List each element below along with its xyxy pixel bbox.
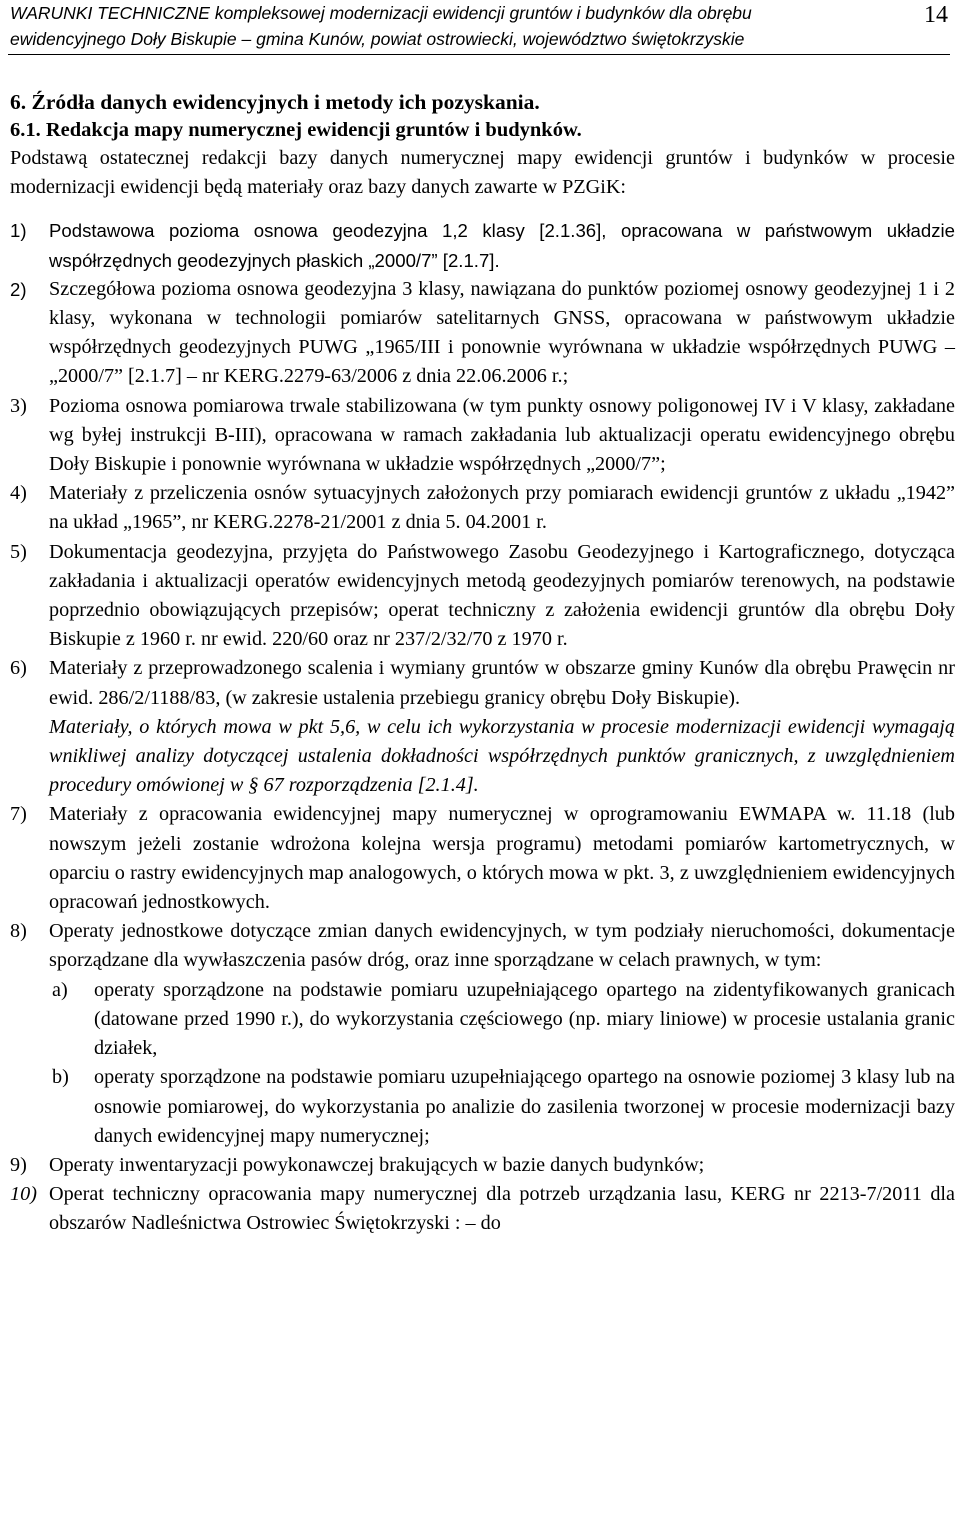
list-item-1 (10, 216, 955, 274)
spacer (10, 202, 955, 216)
list-item-4 (10, 479, 955, 537)
sub-item-letter: b) (52, 1066, 69, 1089)
list-item-text: Operaty inwentaryzacji powykonawczej brakujących w bazie danych budynków; (49, 1153, 705, 1176)
list-item-number: 10) (10, 1183, 37, 1206)
sub-item-b (10, 1063, 955, 1151)
list-item-number: 7) (10, 803, 27, 826)
list-item-number: 5) (10, 540, 27, 563)
sub-item-text: operaty sporządzone na podstawie pomiaru uzupełniającego opartego na zidentyfikowanych granicach (datowane przed 1990 r.), do wykorzystania częściowego (np. miary liniowe) w procesie ustalania granic działek, (94, 978, 955, 1060)
subsection-title: 6.1. Redakcja mapy numerycznej ewidencji gruntów i budynków. (10, 119, 582, 141)
intro-paragraph: Podstawą ostatecznej redakcji bazy danych numerycznej mapy ewidencji gruntów i budynków w procesie modernizacji ewidencji będą materiały oraz bazy danych zawarte w PZGiK: (10, 147, 955, 199)
list-item-number: 6) (10, 657, 27, 680)
list-item-number: 8) (10, 920, 27, 943)
list-item-text: Dokumentacja geodezyjna, przyjęta do Państwowego Zasobu Geodezyjnego i Kartograficznego, dotycząca zakładania i aktualizacji operatów ewidencyjnych metodą geodezyjnych pomiarów terenowych, na podstawie poprzednio obowiązujących przepisów; operat techniczny z założenia ewidencji gruntów dla obrębu Doły Biskupie z 1960 r. nr ewid. 220/60 oraz nr 237/2/32/70 z 1970 r. (49, 540, 955, 651)
list-item-8 (10, 917, 955, 975)
page-number: 14 (924, 2, 948, 28)
list-item-note: Materiały, o których mowa w pkt 5,6, w celu ich wykorzystania w procesie modernizacji ewidencji wymagają wnikliwej analizy dotyczącej ustalenia dokładności współrzędnych punktów granicznych, z uwzględnieniem procedury omówionej w § 67 rozporządzenia [2.1.4]. (49, 715, 955, 797)
list-item-9 (10, 1151, 955, 1180)
list-item-text: Materiały z przeprowadzonego scalenia i wymiany gruntów w obszarze gminy Kunów dla obrębu Prawęcin nr ewid. 286/2/1188/83, (w zakresie ustalenia przebiegu granicy obrębu Doły Biskupie). (49, 657, 955, 709)
list-item-text: Pozioma osnowa pomiarowa trwale stabilizowana (w tym punkty osnowy poligonowej IV i V klasy, zakładane wg byłej instrukcji B-III), opracowana w ramach zakładania lub aktualizacji operatu ewidencyjnego obrębu Doły Biskupie i ponownie wyrównana w układzie współrzędnych „2000/7”; (49, 394, 955, 476)
list-item-10 (10, 1180, 955, 1238)
list-item-number: 2) (10, 278, 27, 300)
list-item-number: 9) (10, 1153, 27, 1176)
list-item-2 (10, 275, 955, 392)
list-item-6 (10, 654, 955, 800)
page-header (10, 0, 948, 52)
list-item-text: Operat techniczny opracowania mapy numerycznej dla potrzeb urządzania lasu, KERG nr 2213-7/2011 dla obszarów Nadleśnictwa Ostrowiec Świętokrzyski : – do (49, 1183, 955, 1235)
list-item-text: Szczegółowa pozioma osnowa geodezyjna 3 klasy, nawiązana do punktów poziomej osnowy geodezyjnej 1 i 2 klasy, wykonana w technologii pomiarów satelitarnych GNSS, opracowana w państwowym układzie współrzędnych geodezyjnych PUWG „1965/III i ponownie wyrównana w układzie współrzędnych PUWG – „2000/7” [2.1.7] – nr KERG.2279-63/2006 z dnia 22.06.2006 r.; (49, 277, 955, 388)
list-item-3 (10, 392, 955, 480)
section-title: 6. Źródła danych ewidencyjnych i metody ich pozyskania. (10, 90, 540, 114)
sub-item-a (10, 976, 955, 1064)
header-title-line-1: WARUNKI TECHNICZNE kompleksowej modernizacji ewidencji gruntów i budynków dla obrębu (10, 3, 752, 23)
list-item-text: Operaty jednostkowe dotyczące zmian danych ewidencyjnych, w tym podziały nieruchomości, dokumentacje sporządzane dla wywłaszczenia pasów dróg, oraz inne sporządzane w celach prawnych, w tym: (49, 920, 955, 972)
list-item-7 (10, 800, 955, 917)
list-item-number: 3) (10, 394, 27, 417)
list-item-text: Materiały z przeliczenia osnów sytuacyjnych założonych przy pomiarach ewidencji gruntów z układu „1942” na układ „1965”, nr KERG.2278-21/2001 z dnia 5. 04.2001 r. (49, 482, 955, 534)
header-title-line-2: ewidencyjnego Doły Biskupie – gmina Kunów, powiat ostrowiecki, województwo świętokrzyskie (10, 29, 745, 49)
sub-item-letter: a) (52, 978, 68, 1001)
list-item-text: Materiały z opracowania ewidencyjnej mapy numerycznej w oprogramowaniu EWMAPA w. 11.18 (lub nowszym jeżeli zostanie wdrożona kolejna wersja programu) metodami pomiarów kartometrycznych, w oparciu o rastry ewidencyjnych map analogowych, o których mowa w pkt. 3, z uwzględnieniem ewidencyjnych opracowań jednostkowych. (49, 803, 955, 914)
list-item-number: 1) (10, 220, 27, 242)
list-item-text: Podstawowa pozioma osnowa geodezyjna 1,2 klasy [2.1.36], opracowana w państwowym układzie współrzędnych geodezyjnych płaskich „2000/7” [2.1.7]. (49, 220, 955, 271)
list-item-5 (10, 538, 955, 655)
sub-item-text: operaty sporządzone na podstawie pomiaru uzupełniającego opartego na osnowie poziomej 3 klasy lub na osnowie pomiarowej, do wykorzystania po analizie do zasilenia tworzonej w procesie modernizacji bazy danych ewidencyjnej mapy numerycznej; (94, 1066, 955, 1147)
header-divider (8, 54, 950, 55)
list-item-number: 4) (10, 482, 27, 505)
document-body (10, 88, 955, 1239)
